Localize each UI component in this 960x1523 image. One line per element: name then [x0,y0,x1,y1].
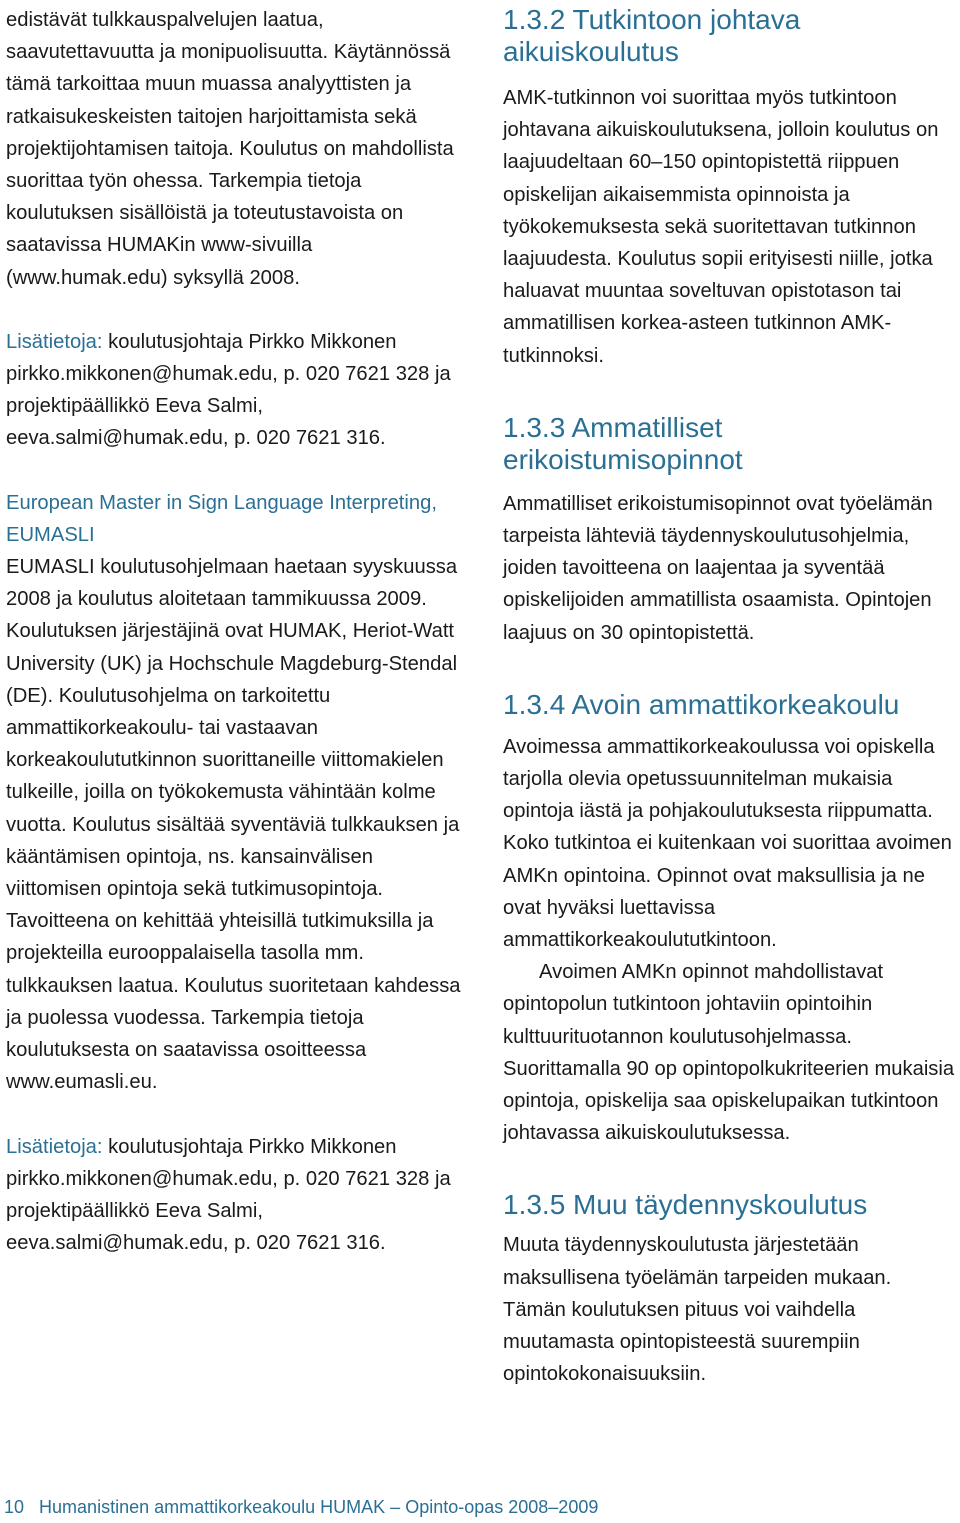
page-number: 10 [4,1497,25,1517]
eumasli-heading: European Master in Sign Language Interpreting, EUMASLI [6,491,437,546]
publication-title: Humanistinen ammattikorkeakoulu HUMAK – Opinto-opas 2008–2009 [39,1497,599,1517]
right-column [503,0,958,1391]
intro-text: edistävät tulkkauspalvelujen laatua, saavutettavuutta ja monipuolisuutta. Käytännössä tämä tarkoittaa muun muassa analyyttisten ja ratkaisukeskeisten taitojen harjoittamista sekä projektijohtamisen taitoja. Koulutus on mahdollista suorittaa työn ohessa. [6,9,454,193]
section-heading-1-3-4: 1.3.4 Avoin ammattikorkeakoulu [503,688,900,720]
intro-paragraph [6,4,466,294]
section-heading-1-3-3: 1.3.3 Ammatilliset erikoistumisopinnot [503,411,743,475]
contact-text-1: koulutusjohtaja Pirkko Mikkonen pirkko.mikkonen@humak.edu, p. 020 7621 328 ja projektipäällikkö Eeva Salmi, eeva.salmi@humak.edu, p. 020 7621 316. [6,330,451,450]
left-column [6,0,466,1259]
eumasli-text: EUMASLI koulutusohjelmaan haetaan syyskuussa 2008 ja koulutus aloitetaan tammikuussa 2009. Koulutuksen järjestäjinä ovat HUMAK, Heriot-Watt University (UK) ja Hochschule Magdeburg-Stendal (DE). Koulutusohjelma on tarkoitettu ammattikorkeakoulu- tai vastaavan korkeakoulututkinnon suorittaneille viittomakielen tulkeille, joilla on työkokemusta vähintään kolme vuotta. Koulutus sisältää syventäviä tulkkauksen ja kääntämisen opintoja, ns. kansainvälisen viittomisen opintoja sekä tutkimusopintoja. Tavoitteena on kehittää yhteisillä tutkimuksilla ja projekteilla eurooppalaisella tasolla mm. tulkkauksen laatua. Koulutus suoritetaan kahdessa ja puolessa vuodessa. Tarkempia tietoja koulutuksesta on saatavissa osoitteessa www.eumasli.eu. [6,556,461,1094]
contact-label-2: Lisätietoja: [6,1135,103,1158]
contact-text-2: koulutusjohtaja Pirkko Mikkonen pirkko.mikkonen@humak.edu, p. 020 7621 328 ja projektipäällikkö Eeva Salmi, eeva.salmi@humak.edu, p. 020 7621 316. [6,1135,451,1255]
section-text-1-3-4-a: Avoimessa ammattikorkeakoulussa voi opiskella tarjolla olevia opetussuunnitelman mukaisia opintoja iästä ja pohjakoulutuksesta riippumatta. Koko tutkintoa ei kuitenkaan voi suorittaa avoimen AMKn opintoina. Opinnot ovat maksullisia ja ne ovat hyväksi luettavissa ammattikorkeakoulututkintoon. [503,735,952,952]
intro-more-info: Tarkempia tietoja koulutuksen sisällöistä ja toteutustavoista on saatavissa HUMAKin www-sivuilla (www.humak.edu) syksyllä 2008. [6,170,404,289]
contact-info-1 [6,326,466,455]
section-text-1-3-2: AMK-tutkinnon voi suorittaa myös tutkintoon johtavana aikuiskoulutuksena, jolloin koulutus on laajuudeltaan 60–150 opintopistettä riippuen opiskelijan aikaisemmista opinnoista ja työkokemuksesta sekä suoritettavan tutkinnon laajuudesta. Koulutus sopii erityisesti niille, jotka haluavat muuntaa soveltuvan opistotason tai ammatillisen korkea-asteen tutkinnon AMK-tutkinnoksi. [503,87,939,367]
page-footer [4,1496,598,1518]
contact-info-2 [6,1131,466,1260]
section-text-1-3-4-b: Avoimen AMKn opinnot mahdollistavat opintopolun tutkintoon johtaviin opintoihin kulttuurituotannon koulutusohjelmassa. Suorittamalla 90 op opintopolkukriteerien mukaisia opintoja, opiskelija saa opiskelupaikan tutkintoon johtavassa aikuiskoulutuksessa. [503,961,955,1145]
section-text-1-3-5: Muuta täydennyskoulutusta järjestetään maksullisena työelämän tarpeiden mukaan. Tämän koulutuksen pituus voi vaihdella muutamasta opintopisteestä suurempiin opintokokonaisuuksiin. [503,1234,892,1386]
contact-label-1: Lisätietoja: [6,330,103,353]
section-heading-1-3-2: 1.3.2 Tutkintoon johtava aikuiskoulutus [503,4,801,67]
section-text-1-3-3: Ammatilliset erikoistumisopinnot ovat työelämän tarpeista lähteviä täydennyskoulutusohjelmia, joiden tavoitteena on laajentaa ja syventää opiskelijoiden ammatillista osaamista. Opintojen laajuus on 30 opintopistettä. [503,492,933,644]
section-heading-1-3-5: 1.3.5 Muu täydennyskoulutus [503,1189,868,1221]
